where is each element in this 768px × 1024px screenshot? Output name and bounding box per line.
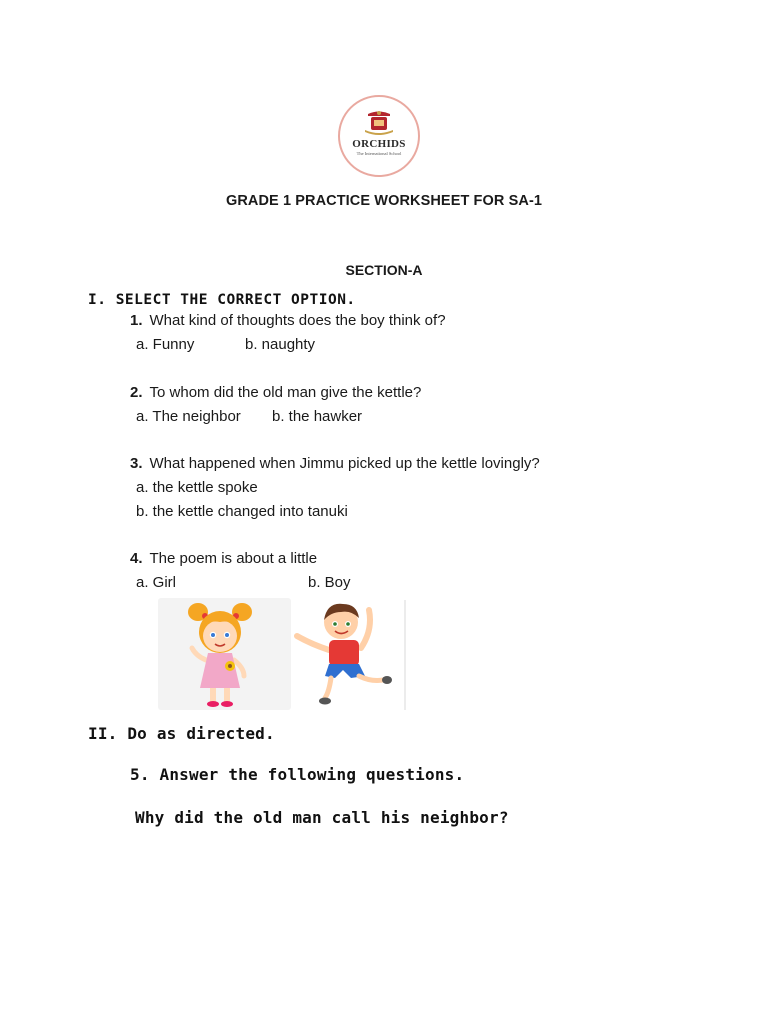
question-1 bbox=[130, 312, 446, 329]
part1-heading: I. SELECT THE CORRECT OPTION. bbox=[88, 292, 356, 308]
worksheet-title: GRADE 1 PRACTICE WORKSHEET FOR SA-1 bbox=[225, 193, 543, 209]
question-number: 3. bbox=[130, 455, 143, 472]
girl-cartoon bbox=[158, 598, 291, 710]
question-number: 2. bbox=[130, 384, 143, 401]
question-text: What kind of thoughts does the boy think of? bbox=[149, 312, 446, 329]
girl-illustration bbox=[158, 598, 291, 710]
school-logo bbox=[338, 95, 420, 177]
logo-name: ORCHIDS bbox=[352, 138, 406, 150]
question-text: The poem is about a little bbox=[149, 550, 318, 567]
boy-cartoon bbox=[291, 600, 404, 710]
option-a: a. the kettle spoke bbox=[136, 479, 258, 496]
part2-heading: II. Do as directed. bbox=[88, 724, 275, 743]
section-label: SECTION-A bbox=[345, 262, 423, 278]
question-2 bbox=[130, 384, 421, 401]
part2-subheading: 5. Answer the following questions. bbox=[130, 765, 465, 784]
logo-subtitle: The International School bbox=[356, 151, 402, 156]
question-4 bbox=[130, 550, 317, 567]
question-text: To whom did the old man give the kettle? bbox=[149, 384, 422, 401]
option-b: b. the hawker bbox=[272, 408, 363, 425]
question-3 bbox=[130, 455, 540, 472]
option-b: b. the kettle changed into tanuki bbox=[136, 503, 348, 520]
question-text: What happened when Jimmu picked up the kettle lovingly? bbox=[149, 455, 540, 472]
part2-question: Why did the old man call his neighbor? bbox=[135, 808, 509, 827]
option-b: b. naughty bbox=[245, 336, 316, 353]
crest-icon bbox=[362, 110, 396, 136]
option-a: a. Girl bbox=[136, 574, 177, 591]
option-a: a. Funny bbox=[136, 336, 195, 353]
option-b: b. Boy bbox=[308, 574, 351, 591]
question-number: 4. bbox=[130, 550, 143, 567]
boy-illustration bbox=[291, 600, 406, 710]
question-number: 1. bbox=[130, 312, 143, 329]
option-a: a. The neighbor bbox=[136, 408, 241, 425]
